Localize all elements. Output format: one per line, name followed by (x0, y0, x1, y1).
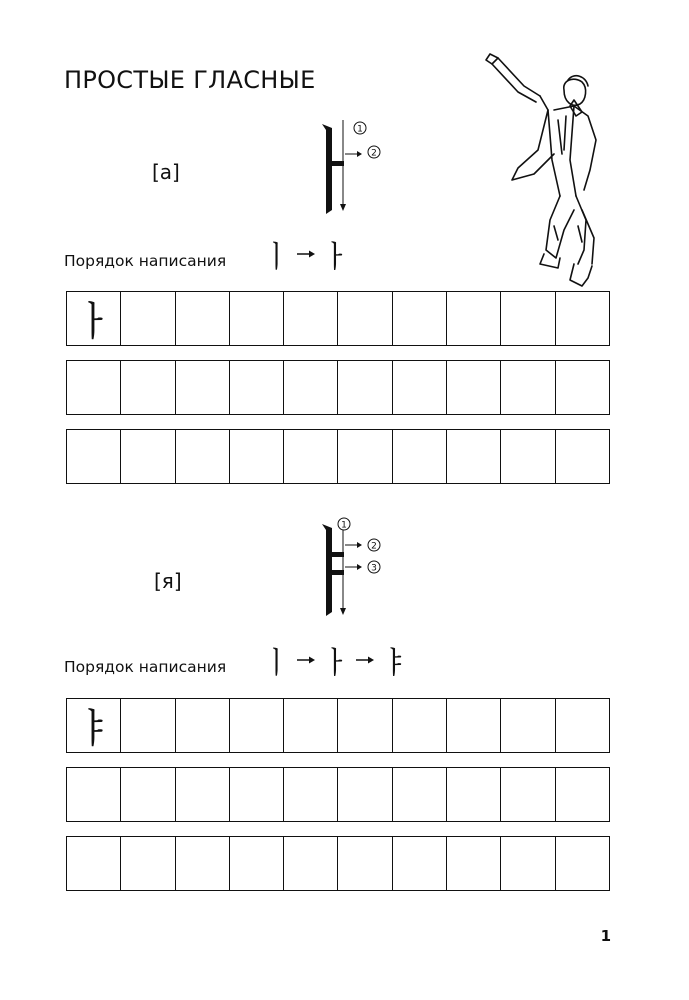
practice-cell[interactable] (121, 768, 175, 821)
step-number: 1 (357, 124, 363, 135)
practice-cell[interactable] (284, 361, 338, 414)
practice-cell[interactable] (501, 430, 555, 483)
practice-cell[interactable] (556, 699, 609, 752)
practice-cell[interactable] (67, 292, 121, 345)
practice-row (66, 429, 610, 484)
practice-cell[interactable] (338, 361, 392, 414)
practice-cell[interactable] (447, 361, 501, 414)
practice-cell[interactable] (338, 430, 392, 483)
practice-cell[interactable] (393, 768, 447, 821)
stroke-step: ㅣ (262, 240, 291, 275)
practice-row (66, 836, 610, 891)
practice-cell[interactable] (447, 768, 501, 821)
practice-cell[interactable] (121, 361, 175, 414)
practice-cell[interactable] (393, 699, 447, 752)
practice-cell[interactable] (447, 837, 501, 890)
practice-cell[interactable] (338, 837, 392, 890)
practice-cell[interactable] (447, 430, 501, 483)
practice-cell[interactable] (121, 430, 175, 483)
practice-cell[interactable] (556, 292, 609, 345)
practice-cell[interactable] (338, 768, 392, 821)
practice-cell[interactable] (556, 768, 609, 821)
step-number: 2 (371, 148, 377, 159)
stroke-order (262, 236, 350, 275)
practice-cell[interactable] (176, 361, 230, 414)
practice-cell[interactable] (447, 292, 501, 345)
practice-cell[interactable] (338, 292, 392, 345)
stroke-diagram-a-icon (312, 116, 392, 216)
dancer-figure-icon (478, 50, 608, 290)
practice-cell[interactable] (176, 768, 230, 821)
practice-cell[interactable] (176, 430, 230, 483)
practice-cell[interactable] (230, 837, 284, 890)
practice-cell[interactable] (556, 430, 609, 483)
practice-cell[interactable] (67, 361, 121, 414)
stroke-step: ㅏ (320, 240, 350, 275)
practice-cell[interactable] (393, 292, 447, 345)
practice-cell[interactable] (230, 292, 284, 345)
practice-cell[interactable] (121, 837, 175, 890)
sample-glyph: ㅑ (74, 706, 113, 752)
practice-cell[interactable] (176, 292, 230, 345)
practice-cell[interactable] (176, 837, 230, 890)
stroke-diagram-ya-icon (312, 512, 392, 622)
arrow-right-icon (354, 655, 376, 665)
step-number: 2 (371, 541, 377, 552)
practice-cell[interactable] (230, 699, 284, 752)
order-label: Порядок написания (64, 252, 227, 270)
sample-glyph: ㅏ (74, 299, 113, 345)
step-number: 3 (371, 563, 377, 574)
arrow-right-icon (295, 249, 317, 259)
page-number: 1 (600, 927, 611, 945)
practice-cell[interactable] (501, 361, 555, 414)
practice-cell[interactable] (284, 699, 338, 752)
practice-cell[interactable] (230, 361, 284, 414)
arrow-right-icon (295, 655, 317, 665)
practice-cell[interactable] (393, 361, 447, 414)
practice-row (66, 767, 610, 822)
practice-cell[interactable] (556, 361, 609, 414)
practice-cell[interactable] (67, 837, 121, 890)
practice-cell[interactable] (176, 699, 230, 752)
practice-cell[interactable] (501, 837, 555, 890)
practice-cell[interactable] (121, 699, 175, 752)
practice-cell[interactable] (284, 292, 338, 345)
page-title: ПРОСТЫЕ ГЛАСНЫЕ (64, 66, 316, 94)
practice-cell[interactable] (67, 699, 121, 752)
practice-cell[interactable] (556, 837, 609, 890)
practice-cell[interactable] (284, 430, 338, 483)
practice-cell[interactable] (67, 768, 121, 821)
practice-cell[interactable] (121, 292, 175, 345)
sound-label: [я] (154, 569, 182, 593)
stroke-step: ㅏ (320, 646, 350, 681)
stroke-step: ㅣ (262, 646, 291, 681)
practice-cell[interactable] (501, 768, 555, 821)
practice-cell[interactable] (447, 699, 501, 752)
practice-row (66, 291, 610, 346)
practice-cell[interactable] (393, 430, 447, 483)
sound-label: [а] (152, 160, 180, 184)
practice-row (66, 698, 610, 753)
practice-cell[interactable] (67, 430, 121, 483)
practice-cell[interactable] (284, 837, 338, 890)
practice-row (66, 360, 610, 415)
stroke-step: ㅑ (379, 646, 409, 681)
order-label: Порядок написания (64, 658, 227, 676)
practice-cell[interactable] (501, 292, 555, 345)
stroke-order (262, 642, 409, 681)
practice-cell[interactable] (230, 768, 284, 821)
practice-cell[interactable] (501, 699, 555, 752)
practice-cell[interactable] (338, 699, 392, 752)
step-number: 1 (341, 520, 347, 531)
practice-cell[interactable] (284, 768, 338, 821)
practice-cell[interactable] (230, 430, 284, 483)
practice-cell[interactable] (393, 837, 447, 890)
